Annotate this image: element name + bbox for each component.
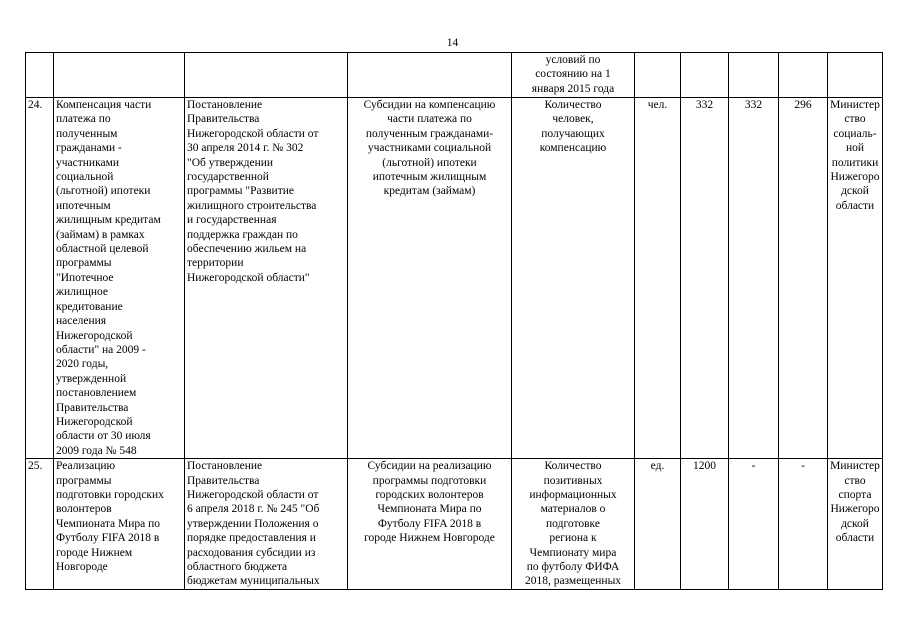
text-line: Нижегородской области" [187, 271, 310, 284]
text-line: Нижегоро [830, 503, 880, 516]
text-line: Нижегородской [56, 415, 133, 428]
unit-cell: чел. [635, 98, 681, 459]
text-line: городских волонтеров [375, 488, 484, 501]
unit-cell: ед. [635, 459, 681, 590]
text-line: жилищного строительства [187, 199, 317, 212]
text-line: полученным [56, 127, 118, 140]
cell-measure [54, 53, 185, 98]
text-line: дской [841, 185, 869, 198]
text-line: Количество [544, 99, 602, 111]
indicator-cell [512, 98, 635, 459]
text-line: Субсидии на компенсацию [363, 99, 496, 111]
table-row-24 [26, 98, 883, 459]
text-line: (льготной) ипотеки [56, 185, 151, 198]
value-1-cell: 332 [681, 98, 729, 459]
text-line: "Об утверждении [187, 156, 274, 169]
text-line: социаль- [833, 127, 877, 140]
text-line: Количество [544, 460, 602, 473]
text-line: Чемпионата Мира по [56, 517, 161, 530]
text-line: спорта [838, 488, 872, 501]
row-number: 25. [26, 459, 54, 590]
measure-cell [54, 98, 185, 459]
page-number: 14 [446, 37, 459, 49]
text-line: областного бюджета [187, 561, 288, 573]
text-line: участниками [56, 156, 120, 169]
text-line: программы [56, 474, 112, 487]
text-line: Реализацию [56, 460, 116, 473]
text-line: и государственная [187, 214, 277, 227]
text-line: Чемпионата Мира по [377, 503, 482, 516]
text-line: ство [844, 474, 866, 487]
text-line: Министер [830, 460, 880, 473]
text-line: городе Нижнем Новгороде [364, 532, 495, 545]
text-line: Футболу FIFA 2018 в [56, 532, 160, 545]
text-line: подготовке [546, 517, 600, 530]
text-line: населения [56, 315, 107, 328]
text-line: Нижегоро [830, 171, 880, 184]
text-line: Нижегородской [56, 329, 133, 342]
text-line: социальной [56, 171, 114, 184]
text-line: Постановление [187, 99, 263, 111]
text-line: государственной [187, 171, 269, 184]
text-line: бюджетам муниципальных [187, 575, 320, 588]
value-3-cell: 296 [779, 98, 828, 459]
text-line: утверждении Положения о [187, 517, 319, 530]
text-line: ной [845, 142, 865, 155]
text-line: 30 апреля 2014 г. № 302 [187, 142, 304, 155]
value-2-cell: 332 [729, 98, 779, 459]
text-line: платежа по [56, 113, 111, 126]
text-line: полученным гражданами- [365, 127, 494, 140]
text-line: области от 30 июля [56, 430, 151, 443]
subsidy-cell [348, 459, 512, 590]
text-line: постановлением [56, 387, 137, 400]
measure-cell [54, 459, 185, 590]
text-line: Министер [830, 99, 880, 111]
table-row-25 [26, 459, 883, 590]
text-line: информационных [529, 488, 617, 501]
text-line: получающих [541, 127, 605, 140]
text-line: программы "Развитие [187, 185, 294, 198]
legal-act-cell [185, 459, 348, 590]
text-line: "Ипотечное [56, 271, 114, 284]
text-line: дской [841, 517, 869, 530]
cell-act [185, 53, 348, 98]
text-line: Правительства [187, 474, 260, 487]
text-line: (льготной) ипотеки [382, 156, 477, 169]
text-line: области" на 2009 - [56, 343, 146, 356]
text-line: расходования субсидии из [187, 546, 316, 559]
cell-value-3 [779, 53, 828, 98]
text-line: региона к [549, 532, 597, 545]
text-line: Нижегородской области от [187, 127, 319, 140]
text-line: волонтеров [56, 503, 112, 516]
text-line: Правительства [56, 401, 129, 414]
text-line: 6 апреля 2018 г. № 245 "Об [187, 503, 320, 516]
text-line: Чемпионату мира [529, 546, 617, 559]
text-line: Футболу FIFA 2018 в [377, 517, 482, 530]
continuation-row [26, 53, 883, 98]
text-line: Новгороде [56, 561, 108, 573]
legal-act-cell [185, 98, 348, 459]
text-line: порядке предоставления и [187, 532, 316, 545]
subsidy-cell [348, 98, 512, 459]
text-line: (займам) в рамках [56, 228, 145, 241]
text-line: 2018, размещенных [524, 575, 622, 588]
text-line: программы подготовки [372, 474, 487, 487]
indicator-line: января 2015 года [531, 82, 615, 95]
text-line: 2020 годы, [56, 358, 109, 371]
text-line: подготовки городских [56, 488, 164, 501]
text-line: Постановление [187, 460, 263, 473]
cell-value-2 [729, 53, 779, 98]
indicator-cell [512, 459, 635, 590]
cell-unit [635, 53, 681, 98]
text-line: территории [187, 257, 244, 270]
text-line: Субсидии на реализацию [367, 460, 492, 473]
text-line: компенсацию [539, 142, 607, 155]
text-line: кредитам (займам) [383, 185, 476, 198]
text-line: Правительства [187, 113, 260, 126]
text-line: ипотечным жилищным [372, 171, 487, 184]
text-line: жилищным кредитам [56, 214, 161, 227]
text-line: программы [56, 257, 112, 270]
ministry-cell [828, 459, 883, 590]
text-line: кредитование [56, 300, 123, 313]
text-line: части платежа по [387, 113, 472, 126]
row-number: 24. [26, 98, 54, 459]
text-line: гражданами - [56, 142, 122, 155]
text-line: позитивных [543, 474, 603, 487]
value-2-cell: - [729, 459, 779, 590]
document-table [25, 52, 883, 590]
text-line: обеспечению жильем на [187, 243, 307, 256]
text-line: человек, [552, 113, 594, 126]
text-line: областной целевой [56, 243, 149, 256]
text-line: области [835, 199, 875, 212]
cell-value-1 [681, 53, 729, 98]
text-line: поддержка граждан по [187, 228, 298, 241]
text-line: по футболу ФИФА [526, 561, 620, 573]
text-line: ипотечным [56, 199, 111, 212]
text-line: жилищное [56, 286, 108, 299]
text-line: городе Нижнем [56, 546, 133, 559]
indicator-line: условий по [545, 54, 601, 66]
value-3-cell: - [779, 459, 828, 590]
cell-indicator [512, 53, 635, 98]
text-line: материалов о [540, 503, 606, 516]
text-line: утвержденной [56, 372, 127, 385]
text-line: политики [831, 156, 879, 169]
value-1-cell: 1200 [681, 459, 729, 590]
text-line: участниками социальной [367, 142, 492, 155]
cell-ministry [828, 53, 883, 98]
cell-subsidy [348, 53, 512, 98]
text-line: ство [844, 113, 866, 126]
text-line: области [835, 532, 875, 545]
text-line: 2009 года № 548 [56, 444, 137, 457]
text-line: Компенсация части [56, 99, 152, 111]
text-line: Нижегородской области от [187, 488, 319, 501]
ministry-cell [828, 98, 883, 459]
cell-num [26, 53, 54, 98]
indicator-line: состоянию на 1 [535, 68, 611, 81]
